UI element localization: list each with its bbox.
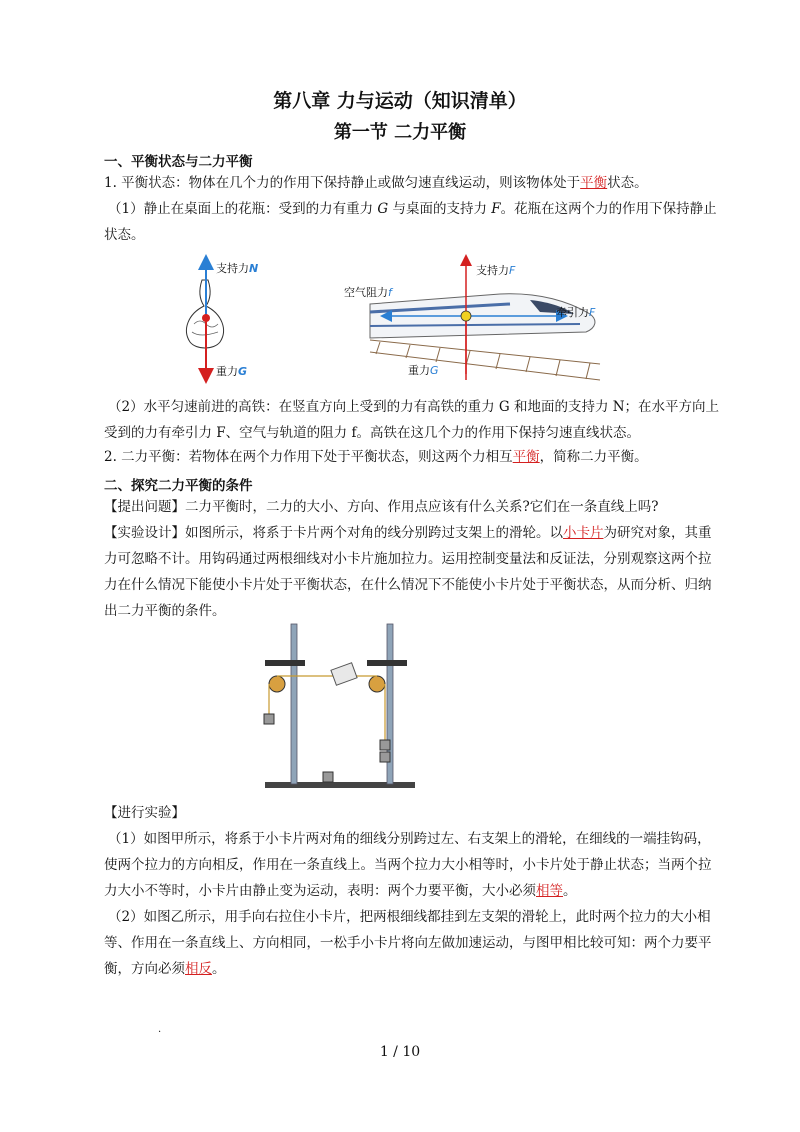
text: 。 bbox=[212, 961, 226, 977]
svg-text:牵引力F bbox=[556, 305, 596, 319]
vase-diagram bbox=[186, 261, 258, 378]
label-traction: 牵引力 bbox=[556, 306, 589, 319]
symbol-g: G bbox=[430, 364, 439, 377]
paragraph-experiment-2 bbox=[104, 904, 724, 982]
symbol-f: F bbox=[589, 306, 596, 319]
left-pulley bbox=[269, 676, 285, 692]
text: 为研究对象，其重力可忽略不计。用钩码通过两根细线对小卡片施加拉力。运用控制变量法和反证法，分别观察这两个拉力在什么情况下能使小卡片处于平衡状态，在什么情况下不能使小卡片处于平衡状态，从而分析、归纳出二力平衡的条件。 bbox=[104, 525, 712, 619]
symbol-n: N bbox=[249, 262, 259, 275]
text: 与桌面的支持力 bbox=[388, 201, 492, 217]
weight-right-2 bbox=[380, 752, 390, 762]
right-pulley bbox=[369, 676, 385, 692]
apparatus-figure bbox=[255, 622, 425, 792]
paragraph-question: 【提出问题】二力平衡时，二力的大小、方向、作用点应该有什么关系?它们在一条直线上吗? bbox=[104, 499, 659, 515]
text: 。 bbox=[563, 883, 577, 899]
text: 状态。 bbox=[607, 175, 648, 191]
text: 1. 平衡状态：物体在几个力的作用下保持静止或做匀速直线运动，则该物体处于 bbox=[104, 175, 581, 191]
label-train-gravity: 重力 bbox=[408, 364, 430, 377]
text: ，简称二力平衡。 bbox=[539, 449, 648, 465]
answer-blank: 相反 bbox=[185, 961, 212, 977]
text: 【实验设计】如图所示，将系于卡片两个对角的线分别跨过支架上的滑轮。以 bbox=[104, 525, 563, 541]
symbol-g: G bbox=[238, 365, 248, 378]
weight-right-1 bbox=[380, 740, 390, 750]
symbol-g: G bbox=[377, 201, 389, 217]
left-stand bbox=[291, 624, 297, 784]
label-train-support: 支持力 bbox=[476, 264, 509, 277]
text: 2. 二力平衡：若物体在两个力作用下处于平衡状态，则这两个力相互 bbox=[104, 449, 513, 465]
symbol-f: F bbox=[509, 264, 516, 277]
weight-left bbox=[264, 714, 274, 724]
weight-spare bbox=[323, 772, 333, 782]
svg-text:重力G bbox=[408, 363, 439, 377]
train-diagram bbox=[344, 260, 600, 380]
symbol-f-small: f bbox=[388, 286, 392, 299]
small-card bbox=[331, 663, 357, 686]
symbol-f: F bbox=[491, 201, 501, 217]
text: （1）静止在桌面上的花瓶：受到的力有重力 bbox=[108, 201, 378, 217]
label-air-resistance: 空气阻力 bbox=[344, 286, 388, 299]
answer-blank: 相等 bbox=[536, 883, 563, 899]
section-title: 第一节 二力平衡 bbox=[333, 122, 467, 143]
svg-text:空气阻力f bbox=[344, 285, 394, 299]
paragraph-vase bbox=[104, 196, 724, 248]
paragraph-experiment-1 bbox=[104, 826, 724, 904]
text: （2）如图乙所示，用手向右拉住小卡片，把两根细线都挂到左支架的滑轮上，此时两个拉力的大小相等、作用在一条直线上、方向相同，一松手小卡片将向左做加速运动，与图甲相比较可知：两个力要平衡，方向必须 bbox=[104, 909, 712, 977]
force-diagram-figure bbox=[170, 252, 630, 387]
paragraph-two-force-balance bbox=[104, 444, 724, 470]
chapter-title: 第八章 力与运动（知识清单） bbox=[273, 90, 527, 112]
text: 。花瓶在这两个力的作用下保持静止状态。 bbox=[104, 201, 717, 243]
paragraph-balance-definition bbox=[104, 170, 724, 196]
stray-dot: . bbox=[158, 1024, 162, 1035]
label-support: 支持力 bbox=[216, 262, 249, 275]
heading-balance-state: 一、平衡状态与二力平衡 bbox=[104, 154, 253, 170]
answer-blank: 小卡片 bbox=[563, 525, 604, 541]
paragraph-experiment-heading: 【进行实验】 bbox=[104, 805, 185, 821]
text: （1）如图甲所示，将系于小卡片两对角的细线分别跨过左、右支架上的滑轮，在细线的一端挂钩码，使两个拉力的方向相反，作用在一条直线上。当两个拉力大小相等时，小卡片处于静止状态；当两个拉力大小不等时，小卡片由静止变为运动，表明：两个力要平衡，大小必须 bbox=[104, 831, 712, 899]
svg-text:重力G bbox=[216, 364, 247, 378]
paragraph-train: （2）水平匀速前进的高铁：在竖直方向上受到的力有高铁的重力 G 和地面的支持力 N；在水平方向上受到的力有牵引力 F、空气与轨道的阻力 f。高铁在这几个力的作用下保持匀速直线状态。 bbox=[104, 399, 720, 441]
label-gravity: 重力 bbox=[216, 365, 238, 378]
svg-text:支持力N bbox=[216, 261, 258, 275]
answer-blank: 平衡 bbox=[580, 175, 608, 191]
page-number: 1 / 10 bbox=[379, 1044, 421, 1060]
answer-blank: 平衡 bbox=[512, 449, 540, 465]
heading-explore-conditions: 二、探究二力平衡的条件 bbox=[104, 478, 253, 494]
svg-text:支持力F bbox=[476, 263, 516, 277]
paragraph-experiment-design bbox=[104, 520, 724, 624]
